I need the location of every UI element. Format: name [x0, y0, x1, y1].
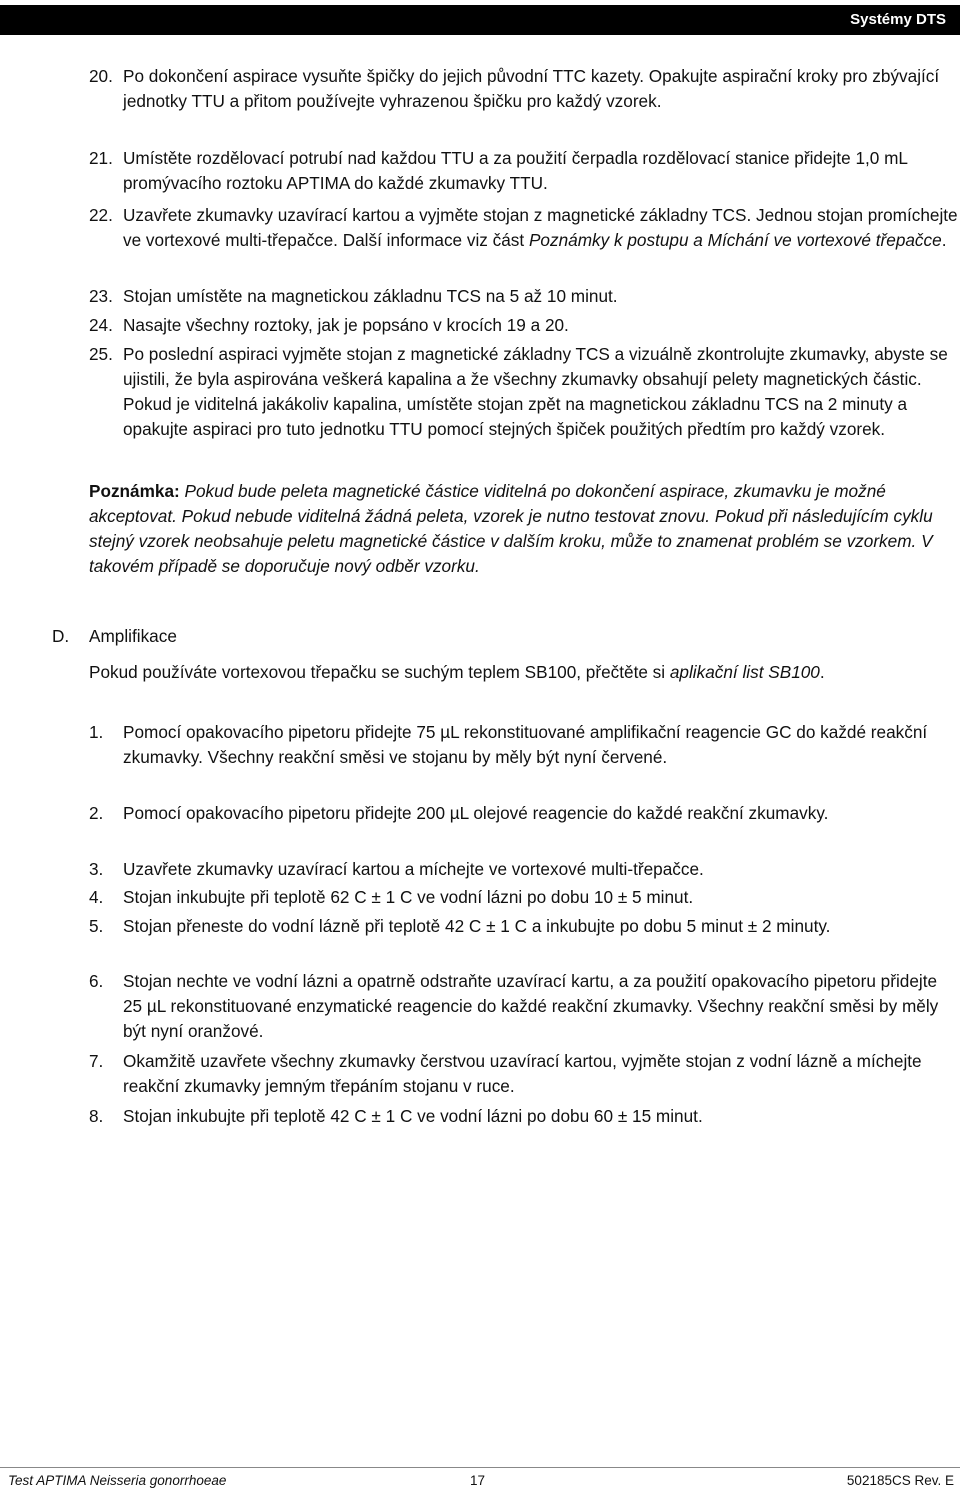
- step-text: Po poslední aspiraci vyjměte stojan z magnetické základny TCS a vizuálně zkontrolujte zkumavky, abyste se ujistili, že byla aspirována veškerá kapalina a že všechny zkumavky obsahují pelety magnetických částic. Pokud je viditelná jakákoliv kapalina, umístěte stojan zpět na magnetickou základnu TCS na 2 minuty a opakujte aspiraci pro tuto jednotku TTU pomocí stejných špiček použitých předtím pro každý vzorek.: [123, 344, 948, 439]
- step-text-end: .: [941, 230, 947, 250]
- note-label: Poznámka:: [89, 481, 180, 501]
- section-intro: [89, 660, 959, 685]
- step-text: Stojan přeneste do vodní lázně při teplotě 42 C ± 1 C a inkubujte po dobu 5 minut ± 2 minuty.: [123, 916, 831, 936]
- intro-text: Pokud používáte vortexovou třepačku se suchým teplem SB100, přečtěte si: [89, 662, 670, 682]
- step-text: Stojan umístěte na magnetickou základnu TCS na 5 až 10 minut.: [123, 286, 618, 306]
- step-number: 24.: [89, 315, 113, 335]
- step-number: 7.: [89, 1051, 104, 1071]
- step-text: Po dokončení aspirace vysuňte špičky do jejich původní TTC kazety. Opakujte aspirační kroky pro zbývající jednotky TTU a přitom používejte vyhrazenou špičku pro každý vzorek.: [123, 66, 940, 111]
- step-text: Stojan nechte ve vodní lázni a opatrně odstraňte uzavírací kartu, a za použití opakovacího pipetoru přidejte 25 µL rekonstituované enzymatické reagencie do každé reakční zkumavky. Všechny reakční směsi by měly být nyní oranžové.: [123, 971, 939, 1041]
- section-letter: D.: [52, 626, 70, 646]
- header-title: Systémy DTS: [850, 11, 946, 28]
- step-number: 4.: [89, 887, 104, 907]
- step-text: Pomocí opakovacího pipetoru přidejte 200 µL olejové reagencie do každé reakční zkumavky.: [123, 803, 829, 823]
- page-number: 17: [470, 1473, 486, 1488]
- step-text: Nasajte všechny roztoky, jak je popsáno v krocích 19 a 20.: [123, 315, 569, 335]
- step-number: 1.: [89, 722, 104, 742]
- header-bar: [0, 5, 960, 35]
- step-text: Umístěte rozdělovací potrubí nad každou TTU a za použití čerpadla rozdělovací stanice přidejte 1,0 mL promývacího roztoku APTIMA do každé zkumavky TTU.: [123, 148, 908, 193]
- intro-end: .: [819, 662, 825, 682]
- step-number: 21.: [89, 148, 113, 168]
- step-text: [123, 203, 959, 253]
- step-number: 5.: [89, 916, 104, 936]
- step-text: Okamžitě uzavřete všechny zkumavky čerstvou uzavírací kartou, vyjměte stojan z vodní lázně a míchejte reakční zkumavky jemným třepáním stojanu v ruce.: [123, 1051, 922, 1096]
- step-text: Pomocí opakovacího pipetoru přidejte 75 µL rekonstituované amplifikační reagencie GC do každé reakční zkumavky. Všechny reakční směsi ve stojanu by měly být nyní červené.: [123, 722, 928, 767]
- step-text: Stojan inkubujte při teplotě 62 C ± 1 C ve vodní lázni po dobu 10 ± 5 minut.: [123, 887, 694, 907]
- section-title: Amplifikace: [89, 626, 177, 646]
- step-text-main: Uzavřete zkumavky uzavírací kartou a vyjměte stojan z magnetické základny TCS. Jednou stojan promíchejte ve vortexové multi-třepačce. Další informace viz část: [123, 205, 958, 250]
- footer-divider: [0, 1467, 960, 1468]
- note: [89, 479, 939, 579]
- step-number: 22.: [89, 205, 113, 225]
- footer-document-title: Test APTIMA Neisseria gonorrhoeae: [8, 1473, 227, 1488]
- step-text: Stojan inkubujte při teplotě 42 C ± 1 C ve vodní lázni po dobu 60 ± 15 minut.: [123, 1106, 703, 1126]
- document-revision: 502185CS Rev. E: [846, 1473, 954, 1488]
- step-number: 8.: [89, 1106, 104, 1126]
- step-number: 2.: [89, 803, 104, 823]
- step-number: 23.: [89, 286, 113, 306]
- intro-reference: aplikační list SB100: [669, 662, 820, 682]
- note-text: Pokud bude peleta magnetické částice viditelná po dokončení aspirace, zkumavku je možné akceptovat. Pokud nebude viditelná žádná peleta, vzorek je nutno testovat znovu. Pokud při následujícím cyklu stejný vzorek neobsahuje peletu magnetické částice v dalším kroku, může to znamenat problém se vzorkem. V takovém případě se doporučuje nový odběr vzorku.: [89, 481, 933, 576]
- cross-reference: Poznámky k postupu a Míchání ve vortexové třepačce: [528, 230, 942, 250]
- step-text: Uzavřete zkumavky uzavírací kartou a míchejte ve vortexové multi-třepačce.: [123, 859, 704, 879]
- step-number: 20.: [89, 66, 113, 86]
- step-number: 3.: [89, 859, 104, 879]
- step-number: 25.: [89, 344, 113, 364]
- step-number: 6.: [89, 971, 104, 991]
